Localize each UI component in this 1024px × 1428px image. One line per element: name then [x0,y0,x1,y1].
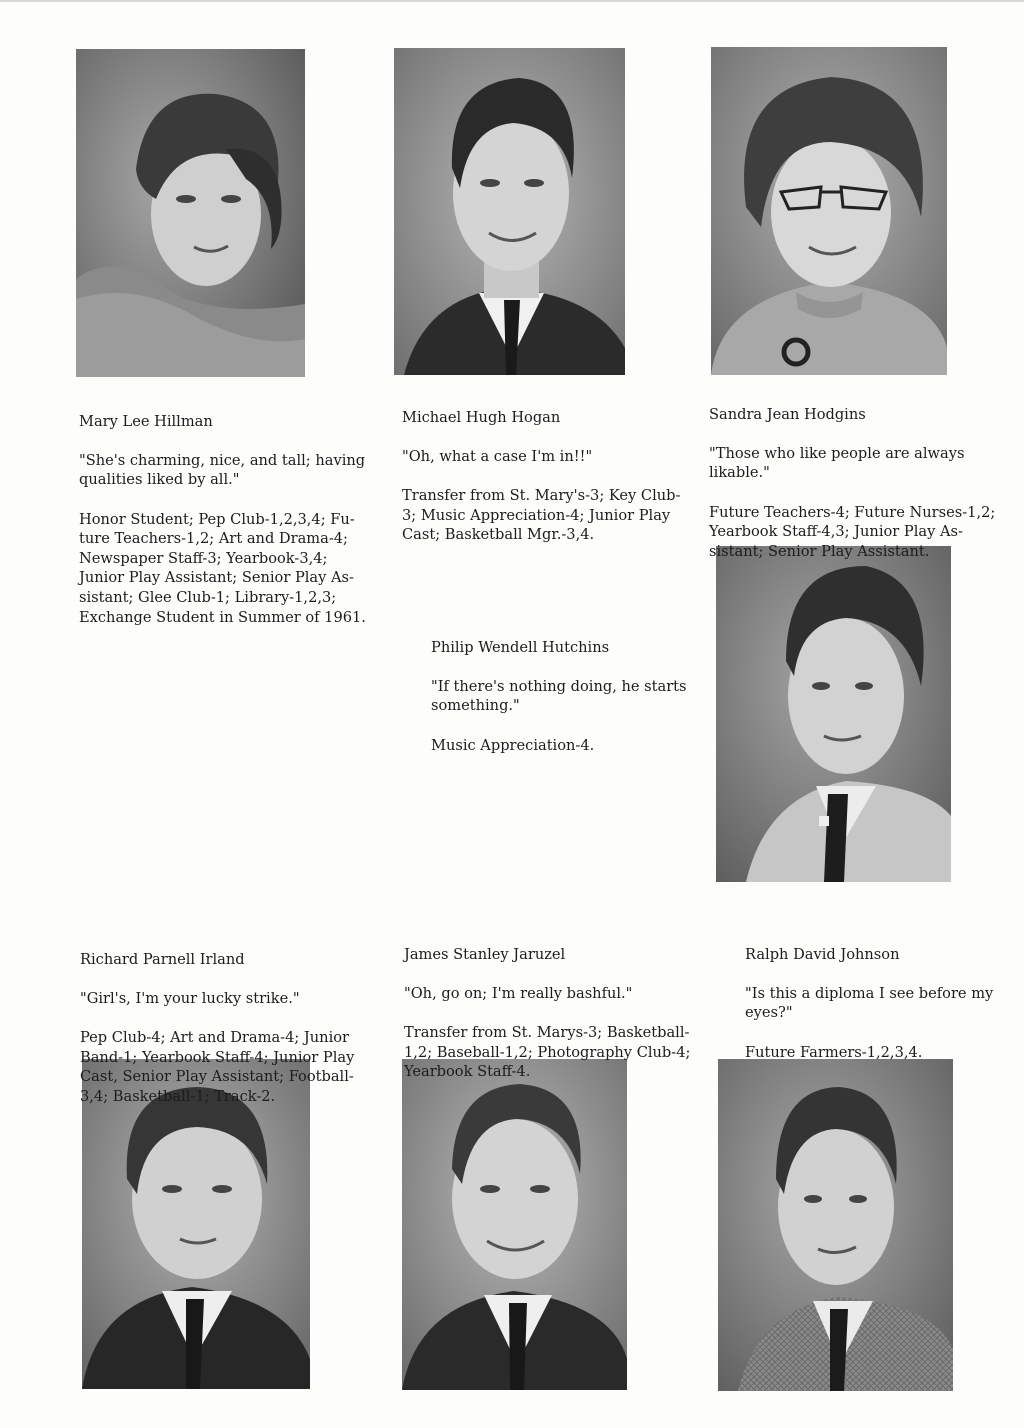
senior-quote: "Is this a diploma I see before my eyes?" [745,984,994,1022]
portrait-photo-jaruzel [402,1059,627,1390]
senior-quote: "Girl's, I'm your lucky strike." [80,989,300,1007]
senior-name: Mary Lee Hillman [79,412,213,430]
portrait-photo-hogan [394,48,625,375]
portrait-photo-hodgins [711,47,947,375]
senior-name: Michael Hugh Hogan [402,408,561,426]
senior-quote: "Those who like people are always likable." [709,444,965,482]
caption-johnson [745,925,1017,1082]
senior-name: Philip Wendell Hutchins [431,638,610,656]
caption-hogan [402,388,712,564]
senior-name: Ralph David Johnson [745,945,900,963]
senior-quote: "If there's nothing doing, he starts something." [431,677,687,715]
caption-hutchins [431,618,711,775]
caption-irland [80,930,390,1126]
senior-quote: "Oh, go on; I'm really bashful." [404,984,633,1002]
senior-quote: "Oh, what a case I'm in!!" [402,447,593,465]
senior-activities: Future Farmers-1,2,3,4. [745,1043,923,1061]
senior-activities: Honor Student; Pep Club-1,2,3,4; Fu- ture Teachers-1,2; Art and Drama-4; Newspaper Staff-3; Yearbook-3,4; Junior Play Assistant; Senior Play As- sistant; Glee Club-1; Library-1,2,3; Exchange Student in Summer of 1961. [79,510,366,626]
senior-name: Sandra Jean Hodgins [709,405,866,423]
senior-activities: Transfer from St. Marys-3; Basketball- 1,2; Baseball-1,2; Photography Club-4; Yearbook Staff-4. [404,1023,691,1081]
caption-hillman [79,392,399,647]
senior-activities: Transfer from St. Mary's-3; Key Club- 3; Music Appreciation-4; Junior Play Cast; Basketball Mgr.-3,4. [402,486,681,544]
senior-name: James Stanley Jaruzel [404,945,566,963]
senior-name: Richard Parnell Irland [80,950,245,968]
senior-activities: Future Teachers-4; Future Nurses-1,2; Yearbook Staff-4,3; Junior Play As- sistant; Senior Play Assistant. [709,503,996,560]
caption-hodgins [709,385,1009,581]
senior-quote: "She's charming, nice, and tall; having qualities liked by all." [79,451,366,489]
senior-activities: Music Appreciation-4. [431,736,595,754]
page-top-edge [0,0,1024,2]
portrait-photo-johnson [718,1059,953,1391]
senior-activities: Pep Club-4; Art and Drama-4; Junior Band-1; Yearbook Staff-4; Junior Play Cast, Senior Play Assistant; Football- 3,4; Basketball-1; Track-2. [80,1028,355,1105]
portrait-photo-hutchins [716,546,951,882]
caption-jaruzel [404,925,714,1101]
portrait-photo-hillman [76,49,305,377]
